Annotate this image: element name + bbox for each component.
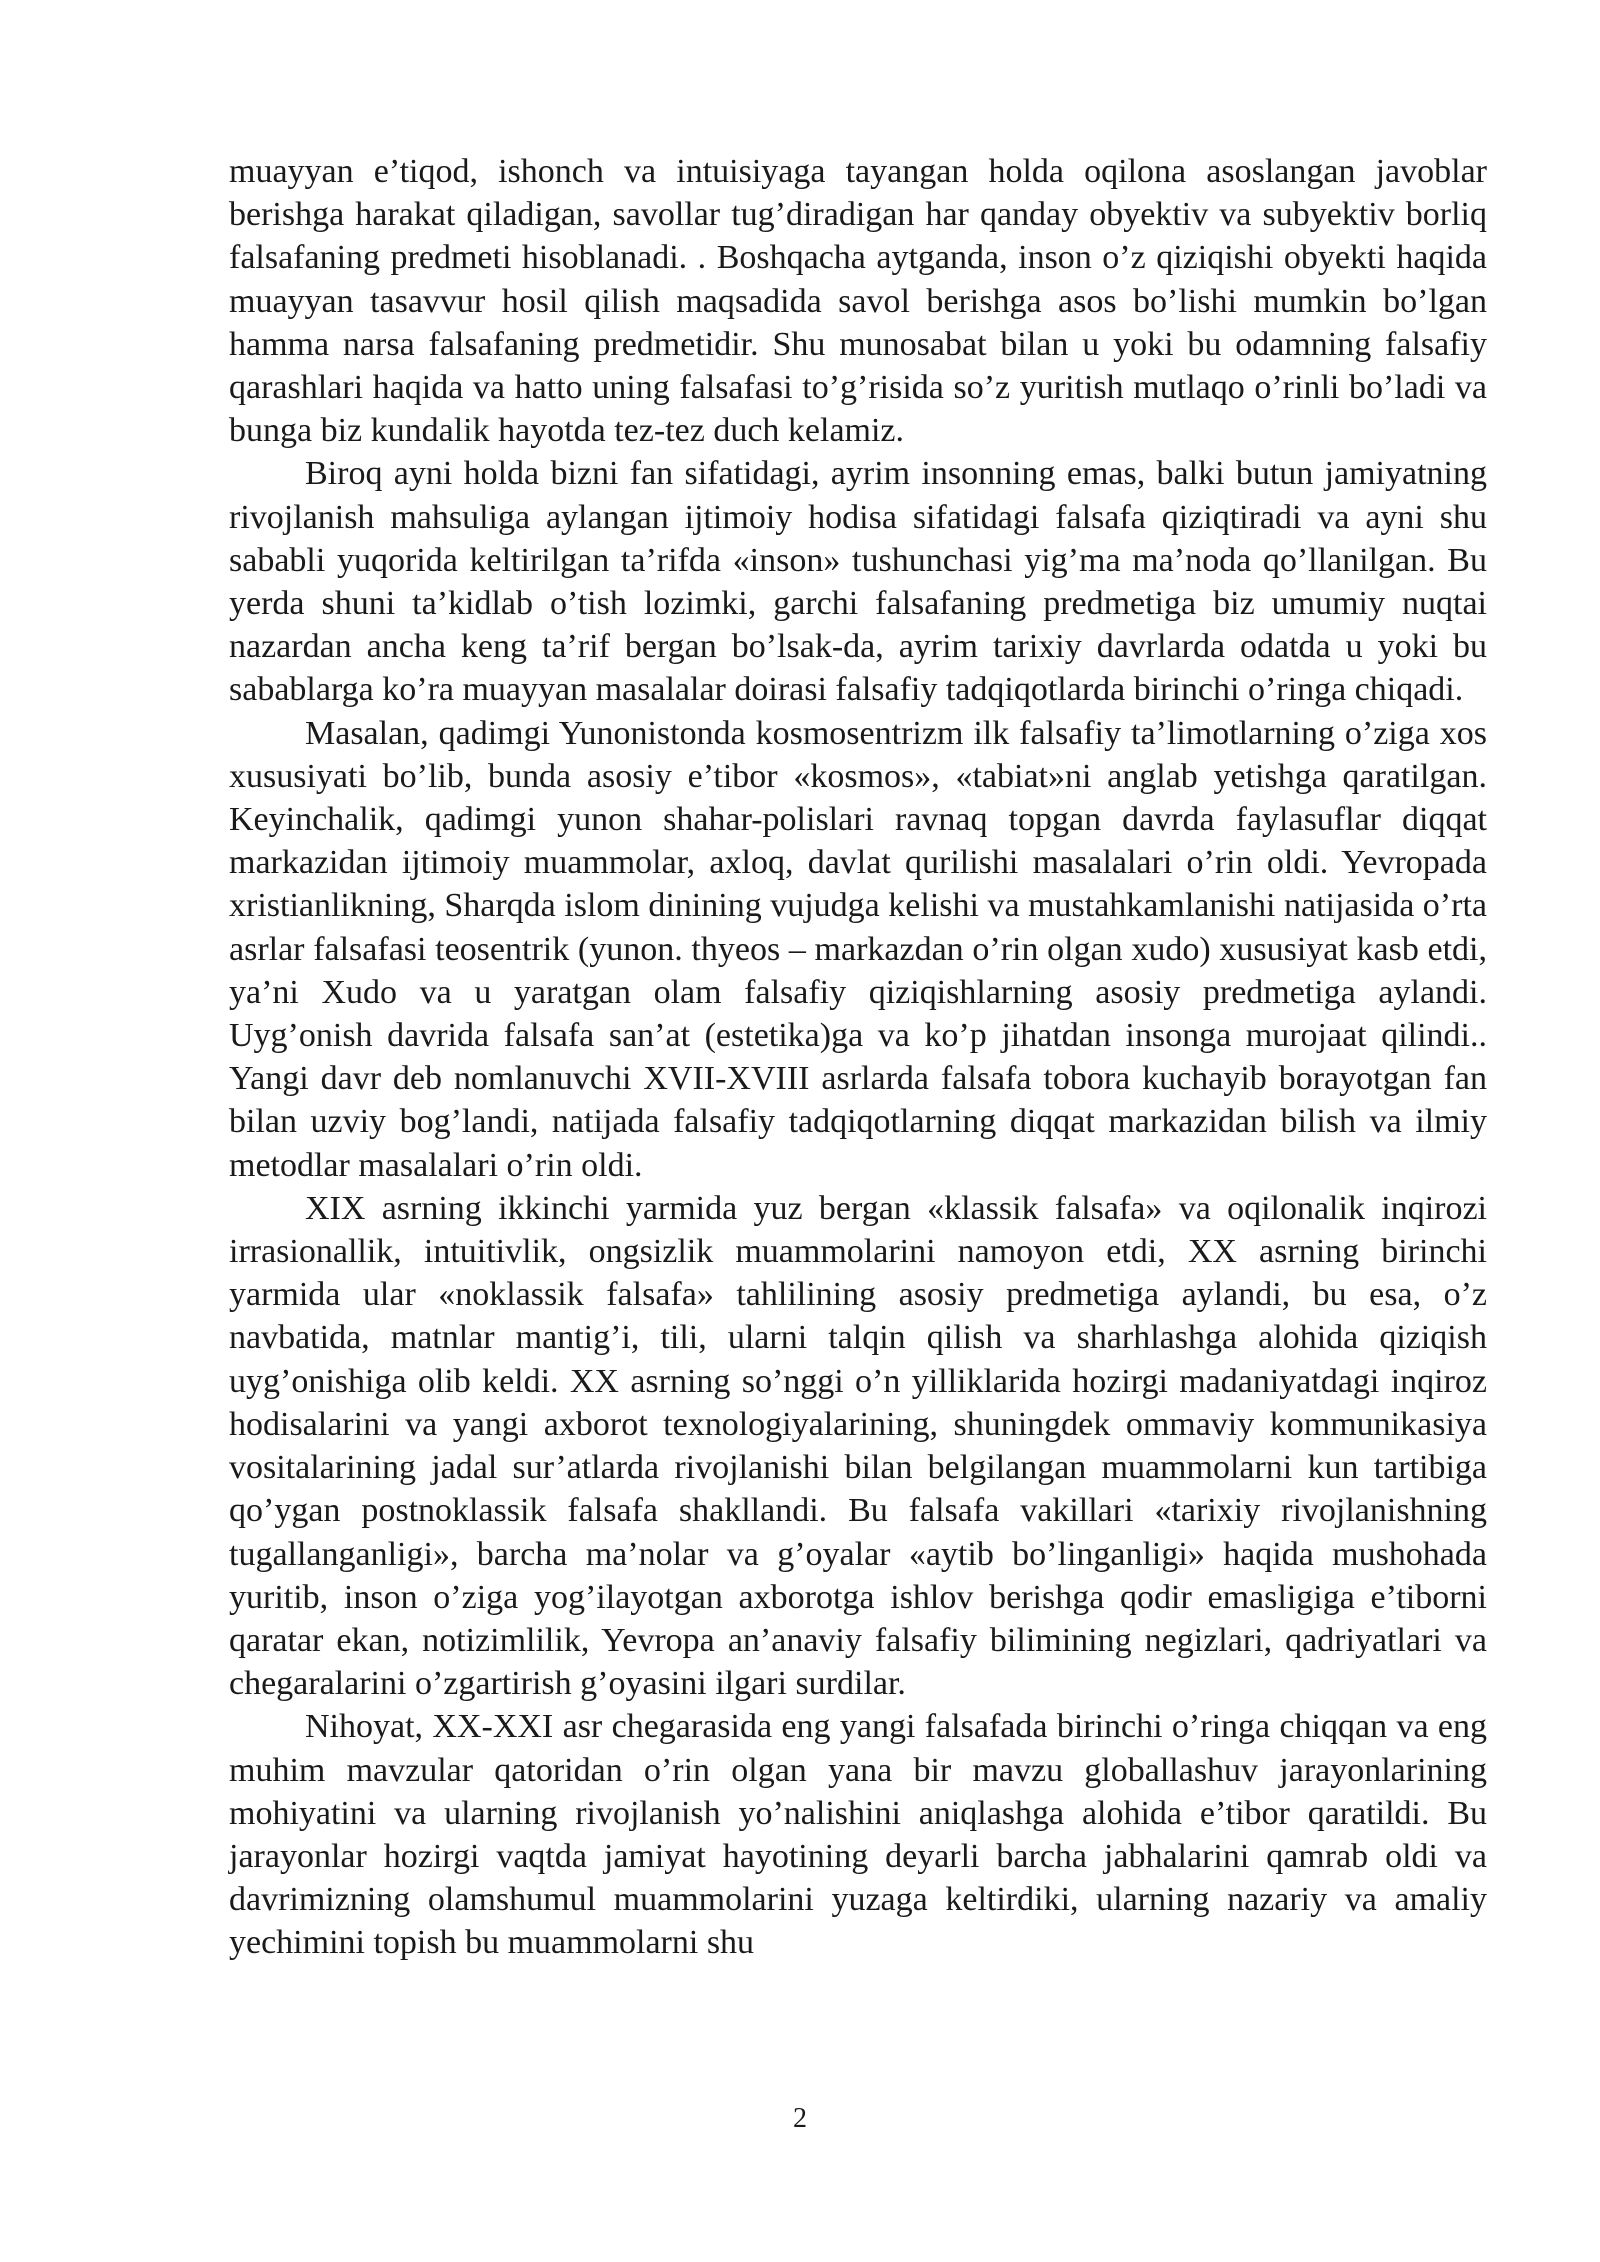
paragraph-3: Masalan, qadimgi Yunonistonda kosmosentrizm ilk falsafiy ta’limotlarning o’ziga xos xususiyati bo’lib, bunda asosiy e’tibor «kosmos», «tabiat»ni anglab yetishga qaratilgan. Keyinchalik, qadimgi yunon shahar-polislari ravnaq topgan davrda faylasuflar diqqat markazidan ijtimoiy muammolar, axloq, davlat qurilishi masalalari o’rin oldi. Yevropada xristianlikning, Sharqda islom dinining vujudga kelishi va mustahkamlanishi natijasida o’rta asrlar falsafasi teosentrik (yunon. thyeos – markazdan o’rin olgan xudo) xususiyat kasb etdi, ya’ni Xudo va u yaratgan olam falsafiy qiziqishlarning asosiy predmetiga aylandi. Uyg’onish davrida falsafa san’at (estetika)ga va ko’p jihatdan insonga murojaat qilindi.. Yangi davr deb nomlanuvchi XVII-XVIII asrlarda falsafa tobora kuchayib borayotgan fan bilan uzviy bog’landi, natijada falsafiy tadqiqotlarning diqqat markazidan bilish va ilmiy metodlar masalalari o’rin oldi. [229, 714, 1487, 1184]
paragraph-5: Nihoyat, XX-XXI asr chegarasida eng yangi falsafada birinchi o’ringa chiqqan va eng muhim mavzular qatoridan o’rin olgan yana bir mavzu globallashuv jarayonlarining mohiyatini va ularning rivojlanish yo’nalishini aniqlashga alohida e’tibor qaratildi. Bu jarayonlar hozirgi vaqtda jamiyat hayotining deyarli barcha jabhalarini qamrab oldi va davrimizning olamshumul muammolarini yuzaga keltirdiki, ularning nazariy va amaliy yechimini topish bu muammolarni shu [229, 1708, 1487, 1962]
body-text [229, 150, 1487, 1965]
paragraph-2: Biroq ayni holda bizni fan sifatidagi, ayrim insonning emas, balki butun jamiyatning rivojlanish mahsuliga aylangan ijtimoiy hodisa sifatidagi falsafa qiziqtiradi va ayni shu sababli yuqorida keltirilgan ta’rifda «inson» tushunchasi yig’ma ma’noda qo’llanilgan. Bu yerda shuni ta’kidlab o’tish lozimki, garchi falsafaning predmetiga biz umumiy nuqtai nazardan ancha keng ta’rif bergan bo’lsak-da, ayrim tarixiy davrlarda odatda u yoki bu sabablarga ko’ra muayyan masalalar doirasi falsafiy tadqiqotlarda birinchi o’ringa chiqadi. [229, 455, 1487, 709]
paragraph-1: muayyan e’tiqod, ishonch va intuisiyaga tayangan holda oqilona asoslangan javoblar berishga harakat qiladigan, savollar tug’diradigan har qanday obyektiv va subyektiv borliq falsafaning predmeti hisoblanadi. . Boshqacha aytganda, inson o’z qiziqishi obyekti haqida muayyan tasavvur hosil qilish maqsadida savol berishga asos bo’lishi mumkin bo’lgan hamma narsa falsafaning predmetidir. Shu munosabat bilan u yoki bu odamning falsafiy qarashlari haqida va hatto uning falsafasi to’g’risida so’z yuritish mutlaqo o’rinli bo’ladi va bunga biz kundalik hayotda tez-tez duch kelamiz. [229, 153, 1487, 450]
paragraph-4: XIX asrning ikkinchi yarmida yuz bergan «klassik falsafa» va oqilonalik inqirozi irrasionallik, intuitivlik, ongsizlik muammolarini namoyon etdi, XX asrning birinchi yarmida ular «noklassik falsafa» tahlilining asosiy predmetiga aylandi, bu esa, o’z navbatida, matnlar mantig’i, tili, ularni talqin qilish va sharhlashga alohida qiziqish uyg’onishiga olib keldi. XX asrning so’nggi o’n yilliklarida hozirgi madaniyatdagi inqiroz hodisalarini va yangi axborot texnologiyalarining, shuningdek ommaviy kommunikasiya vositalarining jadal sur’atlarda rivojlanishi bilan belgilangan muammolarni kun tartibiga qo’ygan postnoklassik falsafa shakllandi. Bu falsafa vakillari «tarixiy rivojlanishning tugallanganligi», barcha ma’nolar va g’oyalar «aytib bo’linganligi» haqida mushohada yuritib, inson o’ziga yog’ilayotgan axborotga ishlov berishga qodir emasligiga e’tiborni qaratar ekan, notizimlilik, Yevropa an’anaviy falsafiy bilimining negizlari, qadriyatlari va chegaralarini o’zgartirish g’oyasini ilgari surdilar. [229, 1189, 1487, 1703]
page-number: 2 [793, 2103, 807, 2134]
